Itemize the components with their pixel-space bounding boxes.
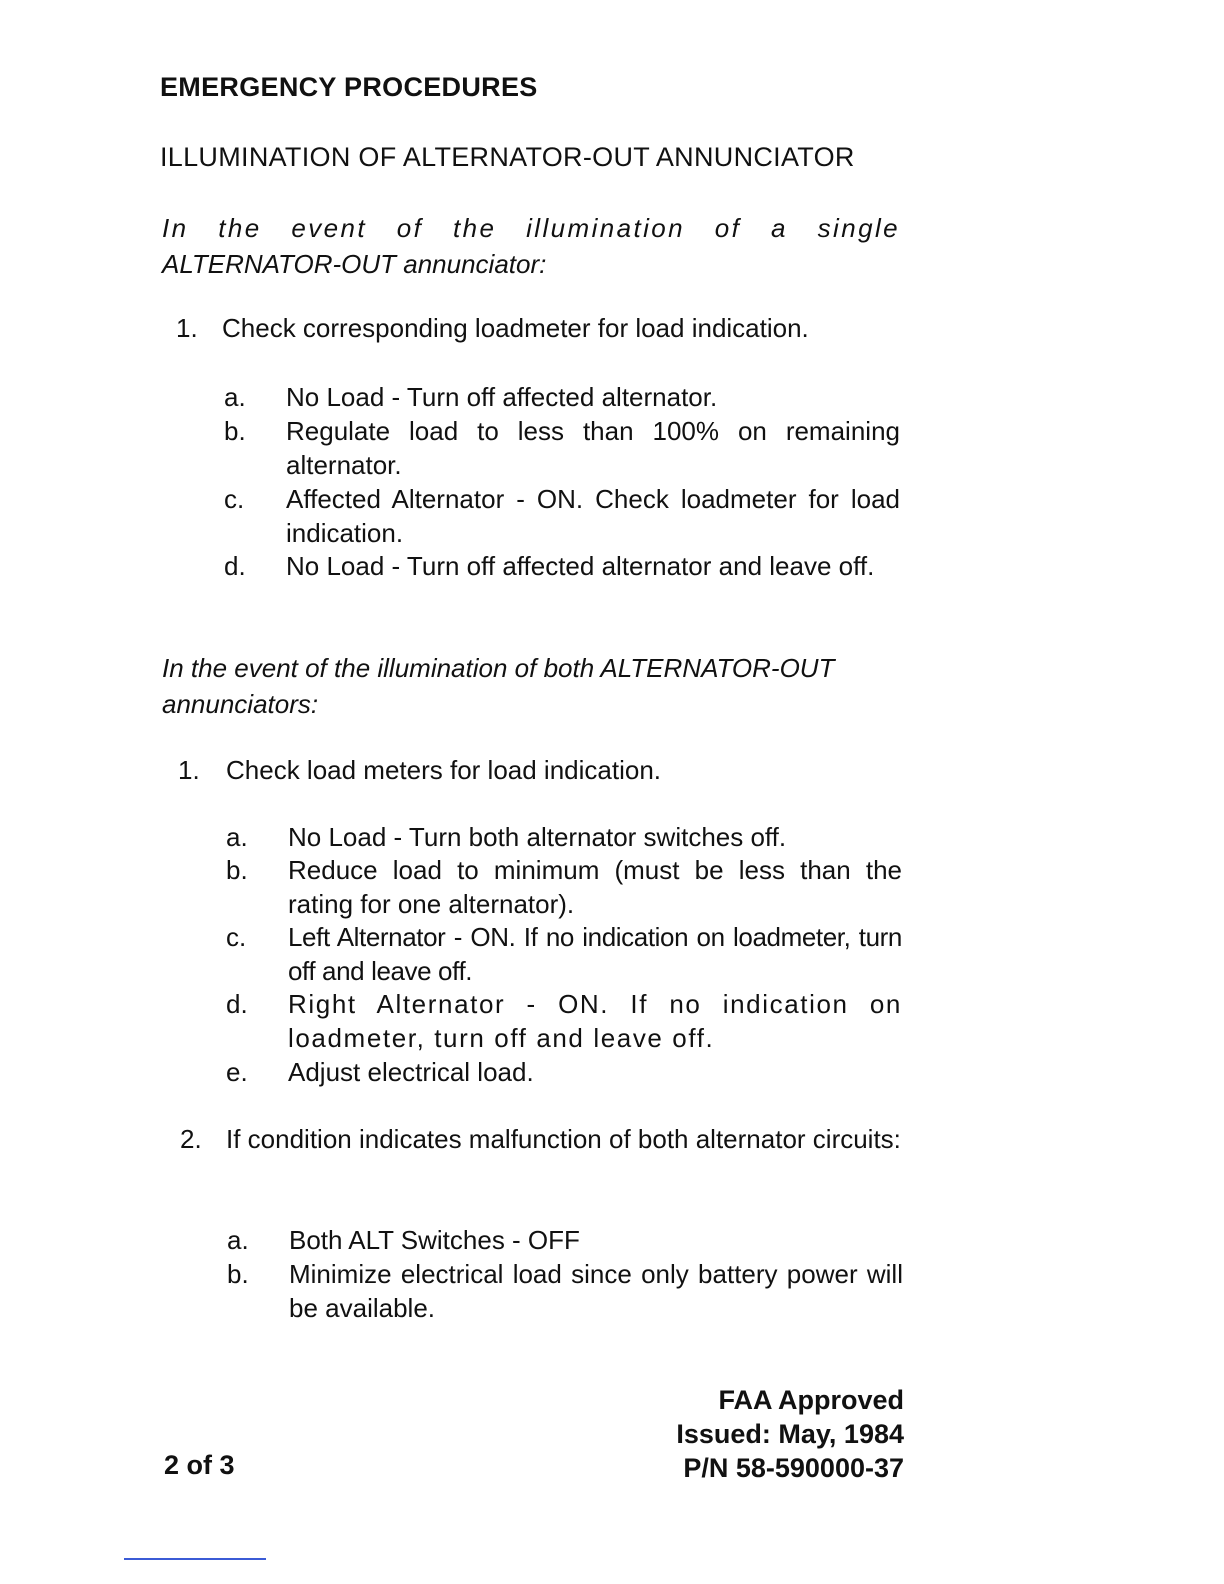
sub-text: Both ALT Switches - OFF — [289, 1225, 580, 1255]
sub-letter: a. — [226, 822, 248, 852]
sub-letter: b. — [226, 855, 248, 885]
both-step-1-sub-c — [226, 920, 902, 988]
sub-letter: e. — [226, 1057, 248, 1087]
sub-text: Regulate load to less than 100% on remaining alternator. — [286, 416, 900, 480]
single-annunciator-lead — [162, 210, 900, 282]
sub-text: Adjust electrical load. — [288, 1057, 534, 1087]
both-step-2-sub-b — [227, 1257, 903, 1325]
sub-letter: a. — [224, 382, 246, 412]
both-step-2-sub-a — [227, 1223, 903, 1257]
both-step-1-sub-b — [226, 853, 902, 921]
single-lead-line-2: ALTERNATOR-OUT annunciator: — [162, 249, 547, 279]
sub-text: Reduce load to minimum (must be less than the rating for one alternator). — [288, 855, 902, 919]
step-text: If condition indicates malfunction of both alternator circuits: — [226, 1124, 901, 1154]
sub-text: No Load - Turn off affected alternator and leave off. — [286, 551, 875, 581]
step-number: 1. — [176, 313, 198, 343]
sub-text: Right Alternator - ON. If no indication on loadmeter, turn off and leave off. — [288, 989, 902, 1053]
sub-text: Affected Alternator - ON. Check loadmeter for load indication. — [286, 484, 900, 548]
single-step-1-sub-b — [224, 414, 900, 482]
approval-block — [676, 1383, 904, 1485]
step-number: 2. — [180, 1124, 202, 1154]
sub-text: Left Alternator - ON. If no indication on loadmeter, turn off and leave off. — [288, 922, 902, 986]
page-number: 2 of 3 — [164, 1450, 235, 1480]
single-lead-line-1: In the event of the illumination of a single — [162, 213, 900, 243]
both-step-1-sub-d — [226, 987, 902, 1055]
both-step-1-sub-e — [226, 1055, 902, 1089]
step-number: 1. — [178, 755, 200, 785]
sub-text: No Load - Turn off affected alternator. — [286, 382, 718, 412]
sub-letter: c. — [226, 922, 247, 952]
faa-approved: FAA Approved — [718, 1385, 904, 1415]
single-step-1-sub-d — [224, 549, 900, 617]
single-step-1-sub-a — [224, 380, 900, 414]
sub-text: Minimize electrical load since only battery power will be available. — [289, 1259, 903, 1323]
both-step-2 — [180, 1122, 904, 1190]
sub-letter: a. — [227, 1225, 249, 1255]
step-text: Check load meters for load indication. — [226, 755, 662, 785]
part-number: P/N 58-590000-37 — [683, 1453, 904, 1483]
both-step-1-sub-a — [226, 820, 902, 854]
section-title: EMERGENCY PROCEDURES — [160, 72, 538, 102]
step-text: Check corresponding loadmeter for load indication. — [222, 313, 809, 343]
sub-letter: d. — [224, 551, 246, 581]
both-step-1 — [178, 753, 902, 787]
sub-letter: d. — [226, 989, 248, 1019]
both-annunciators-lead: In the event of the illumination of both ALTERNATOR-OUT annunciators: — [162, 653, 835, 719]
sub-letter: b. — [227, 1259, 249, 1289]
issued-date: Issued: May, 1984 — [676, 1419, 904, 1449]
sub-letter: b. — [224, 416, 246, 446]
procedure-title: ILLUMINATION OF ALTERNATOR-OUT ANNUNCIATOR — [160, 142, 855, 172]
sub-letter: c. — [224, 484, 245, 514]
single-step-1 — [176, 311, 900, 345]
single-step-1-sub-c — [224, 482, 900, 550]
sub-text: No Load - Turn both alternator switches off. — [288, 822, 787, 852]
bottom-divider — [124, 1558, 266, 1560]
